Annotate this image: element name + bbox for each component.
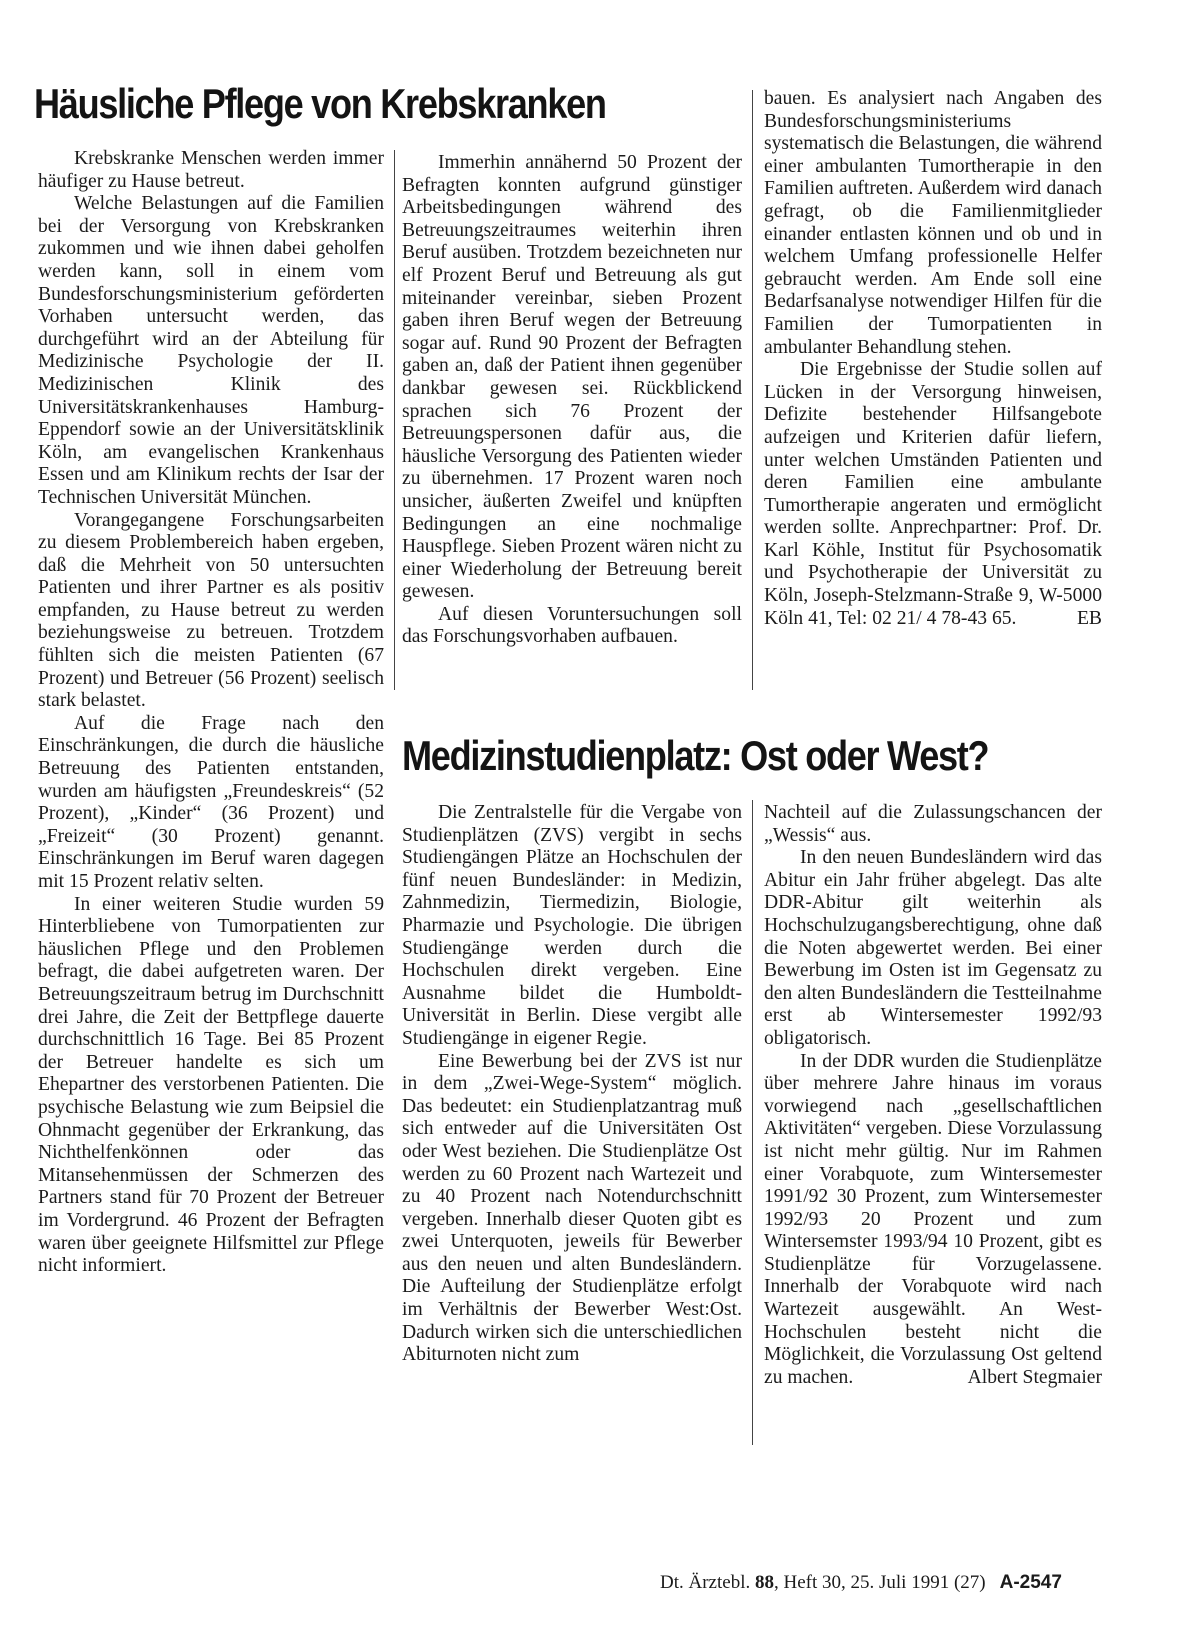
page-number: A-2547	[999, 1572, 1062, 1593]
article-headline-study-place: Medizinstudienplatz: Ost oder West?	[402, 732, 989, 779]
paragraph: Welche Belastungen auf die Familien bei der Versorgung von Krebskranken zukommen und wie ihnen dabei geholfen werden kann, soll in einem vom Bundesforschungsministerium geförderten Vorhaben untersucht werden, das durchgeführt wird an der Abteilung für Medizinische Psychologie der II. Medizinischen Klinik des Universitätskrankenhauses Hamburg-Eppendorf sowie an der Universitätsklinik Köln, am evangelischen Krankenhaus Essen und am Klinikum rechts der Isar der Technischen Universität München.	[38, 193, 384, 508]
column-divider	[752, 800, 753, 1445]
paragraph: Auf diesen Voruntersuchungen soll das Forschungsvorhaben aufbauen.	[402, 603, 742, 648]
journal-name: Dt. Ärztebl.	[660, 1572, 751, 1593]
paragraph: Krebskranke Menschen werden immer häufiger zu Hause betreut.	[38, 148, 384, 192]
article-headline-home-care: Häusliche Pflege von Krebskranken	[34, 80, 606, 127]
article2-column-2	[764, 802, 1102, 1452]
paragraph	[764, 1051, 1102, 1390]
paragraph: In den neuen Bundesländern wird das Abitur ein Jahr früher abgelegt. Das alte DDR-Abitur gilt weiterhin als Hochschulzugangsberechtigung, ohne daß die Noten abgewertet werden. Bei einer Bewerbung im Osten ist im Gegensatz zu den alten Bundesländern die Testteilnahme erst ab Wintersemester 1992/93 obligatorisch.	[764, 847, 1102, 1049]
paragraph	[764, 359, 1102, 630]
paragraph: Die Zentralstelle für die Vergabe von Studienplätzen (ZVS) vergibt in sechs Studiengängen Plätze an Hochschulen der fünf neuen Bundesländer: in Medizin, Zahnmedizin, Tiermedizin, Biologie, Pharmazie und Psychologie. Die übrigen Studiengänge werden durch die Hochschulen direkt vergeben. Eine Ausnahme bildet die Humboldt-Universität in Berlin. Diese vergibt alle Studiengänge in eigener Regie.	[402, 802, 742, 1049]
paragraph-text: In der DDR wurden die Studienplätze über mehrere Jahre hinaus im voraus vorwiegend nach „gesellschaftlichen Aktivitäten“ vergeben. Diese Vorzulassung ist nicht mehr gültig. Nur im Rahmen einer Vorabquote, zum Wintersemester 1991/92 30 Prozent, zum Wintersemester 1992/93 20 Prozent und zum Wintersemster 1993/94 10 Prozent, gibt es Studienplätze für Vorzugelassene. Innerhalb der Vorabquote wird nach Wartezeit ausgewählt. An West-Hochschulen besteht nicht die Möglichkeit, die Vorzulassung Ost geltend zu machen.	[764, 1050, 1102, 1388]
column-divider	[752, 90, 753, 690]
paragraph-text: Die Ergebnisse der Studie sollen auf Lücken in der Versorgung hinweisen, Defizite bestehender Hilfsangebote aufzeigen und Kriterien dafür liefern, unter welchen Umständen Patienten und deren Familien eine ambulante Tumortherapie angeraten und ermöglicht werden sollte. Anprechpartner: Prof. Dr. Karl Köhle, Institut für Psychosomatik und Psychotherapie der Universität zu Köln, Joseph-Stelzmann-Straße 9, W-5000 Köln 41, Tel: 02 21/ 4 78-43 65.	[764, 359, 1102, 629]
article2-column-1	[402, 802, 742, 1452]
paragraph: Immerhin annähernd 50 Prozent der Befragten konnten aufgrund günstiger Arbeitsbedingungen während des Betreuungszeitraumes weiterhin ihren Beruf ausüben. Trotzdem bezeichneten nur elf Prozent Beruf und Betreuung als gut miteinander vereinbar, sieben Prozent gaben ihren Beruf wegen der Betreuung sogar auf. Rund 90 Prozent der Befragten gaben an, daß der Patient ihnen gegenüber dankbar gewesen sei. Rückblickend sprachen sich 76 Prozent der Betreuungspersonen dafür aus, die häusliche Versorgung des Patienten wieder zu übernehmen. 17 Prozent waren noch unsicher, äußerten Zweifel und knüpften Bedingungen an eine nochmalige Hauspflege. Sieben Prozent wären nicht zu einer Wiederholung der Betreuung bereit gewesen.	[402, 152, 742, 603]
paragraph: Vorangegangene Forschungsarbeiten zu diesem Problembereich haben ergeben, daß die Mehrheit von 50 untersuchten Patienten und ihrer Partner es als positiv empfanden, zu Hause betreut zu werden beziehungsweise zu betreuen. Trotzdem fühlten sich die meisten Patienten (67 Prozent) und Betreuer (56 Prozent) seelisch stark belastet.	[38, 509, 384, 712]
column-divider	[394, 150, 395, 690]
author-signature: Albert Stegmaier	[967, 1366, 1102, 1388]
author-signature: EB	[1076, 607, 1102, 629]
paragraph-continued: bauen. Es analysiert nach Angaben des Bundesforschungsministeriums systematisch die Belastungen, die während einer ambulanten Tumortherapie in den Familien auftreten. Außerdem wird danach gefragt, ob die Familienmitglieder einander entlasten können und ob und in welchem Umfang professionelle Helfer gebraucht werden. Am Ende soll eine Bedarfsanalyse notwendiger Hilfen für die Familien der Tumorpatienten in ambulanter Behandlung stehen.	[764, 88, 1102, 358]
paragraph-continued: Nachteil auf die Zulassungschancen der „Wessis“ aus.	[764, 802, 1102, 846]
article1-column-3	[764, 88, 1102, 694]
article1-column-2	[402, 152, 742, 692]
paragraph: In einer weiteren Studie wurden 59 Hinterbliebene von Tumorpatienten zur häuslichen Pflege und den Problemen befragt, die dabei aufgetreten waren. Der Betreuungszeitraum betrug im Durchschnitt drei Jahre, die Zeit der Bettpflege dauerte durchschnittlich 16 Tage. Bei 85 Prozent der Betreuer handelte es sich um Ehepartner des verstorbenen Patienten. Die psychische Belastung wie zum Beipsiel die Ohnmacht gegenüber der Erkrankung, das Nichthelfenkönnen oder das Mitansehenmüssen der Schmerzen des Partners stand für 70 Prozent der Betreuer im Vordergrund. 46 Prozent der Befragten waren über geeignete Hilfsmittel zur Pflege nicht informiert.	[38, 893, 384, 1277]
issue-date: , Heft 30, 25. Juli 1991 (27)	[773, 1572, 986, 1593]
page-footer	[660, 1572, 1062, 1594]
paragraph: Auf die Frage nach den Einschränkungen, die durch die häusliche Betreuung des Patienten entstanden, wurden am häufigsten „Freundeskreis“ (52 Prozent), „Kinder“ (36 Prozent) und „Freizeit“ (30 Prozent) genannt. Einschränkungen im Beruf waren dagegen mit 15 Prozent relativ selten.	[38, 712, 384, 892]
volume-number: 88	[754, 1572, 774, 1593]
article1-column-1	[38, 148, 384, 1444]
paragraph: Eine Bewerbung bei der ZVS ist nur in dem „Zwei-Wege-System“ möglich. Das bedeutet: ein Studienplatzantrag muß sich entweder auf die Universitäten Ost oder West beziehen. Die Studienplätze Ost werden zu 60 Prozent nach Wartezeit und zu 40 Prozent nach Notendurchschnitt vergeben. Innerhalb dieser Quoten gibt es zwei Unterquoten, jeweils für Bewerber aus den neuen und alten Bundesländern. Die Aufteilung der Studienplätze erfolgt im Verhältnis der Bewerber West:Ost. Dadurch wirken sich die unterschiedlichen Abiturnoten nicht zum	[402, 1050, 742, 1366]
